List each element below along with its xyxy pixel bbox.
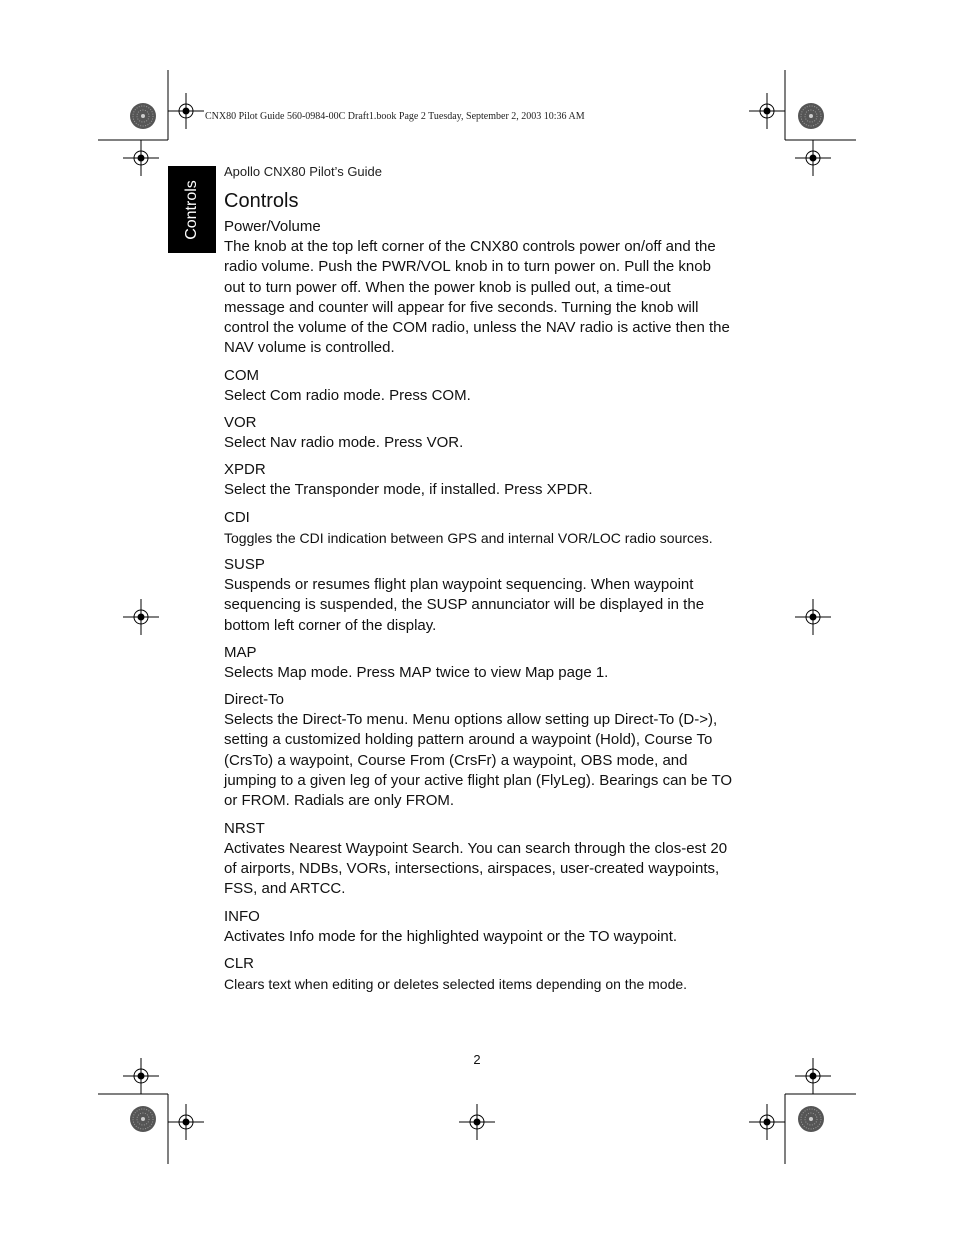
side-tab-label: Controls [183,179,200,240]
section-body: Activates Nearest Waypoint Search. You can search through the clos-est 20 of airports, NDBs, VORs, intersections, airspaces, user-created waypoints, FSS, and ARTCC. [224,839,728,898]
section-com [224,366,734,406]
section-heading: CDI [224,508,250,526]
section-heading: Power/Volume [224,218,321,235]
section-susp [224,555,734,636]
section-body: Clears text when editing or deletes selected items depending on the mode. [224,975,688,992]
section-heading: INFO [224,907,260,925]
section-heading: CLR [224,954,255,972]
key-label: XPDR [546,481,589,499]
section-clr [224,954,734,994]
section-info [224,907,734,947]
section-heading: MAP [224,643,257,661]
section-body: Select Nav radio mode. Press VOR. [224,434,464,452]
section-body: The knob at the top left corner of the CNX80 controls power on/off and the radio volume. Push the PWR/VOL knob in to turn power on. Pull the knob out to turn power off. When the power knob is pulled out, a time-out message and counter will appear for five seconds. Turning the knob will control the volume of the COM radio, unless the NAV radio is active then the NAV volume is controlled. [224,238,730,357]
section-heading: XPDR [224,461,266,479]
page-number: 2 [473,1052,481,1067]
key-label: VOR [426,434,460,452]
section-power-volume [224,217,734,359]
section-body: Select Com radio mode. Press COM. [224,386,471,404]
section-body: Activates Info mode for the highlighted waypoint or the TO waypoint. [224,927,678,945]
section-map [224,643,734,683]
section-nrst [224,819,734,900]
section-body: Selects the Direct-To menu. Menu options allow setting up Direct-To (D->), setting a customized holding pattern around a waypoint (Hold), Course To (CrsTo) a waypoint, Course From (CrsFr) a waypoint, OBS mode, and jumping to a given leg of your active flight plan (FlyLeg). Bearings can be TO or FROM. Radials are only FROM. [224,711,733,810]
section-xpdr [224,460,734,500]
key-label: COM [431,386,467,404]
section-direct-to [224,690,734,811]
section-heading: Direct-To [224,691,285,709]
section-body: Select the Transponder mode, if installed. Press XPDR. [224,481,593,499]
section-body: Selects Map mode. Press MAP twice to view Map page 1. [224,663,609,681]
section-cdi [224,508,734,548]
running-head: Apollo CNX80 Pilot’s Guide [224,164,383,179]
section-heading: SUSP [224,555,265,573]
key-label: PWR/VOL [381,258,451,276]
section-body: Suspends or resumes flight plan waypoint sequencing. When waypoint sequencing is suspended, the SUSP annunciator will be displayed in the bottom left corner of the display. [224,575,705,634]
key-label: MAP [399,663,432,681]
section-side-tab [168,166,216,253]
section-vor [224,413,734,453]
page-title: Controls [224,190,299,212]
section-heading: COM [224,366,259,384]
main-content [224,190,734,1001]
section-heading: NRST [224,819,265,837]
section-heading: VOR [224,414,257,432]
section-body: Toggles the CDI indication between GPS and internal VOR/LOC radio sources. [224,529,713,546]
print-header: CNX80 Pilot Guide 560-0984-00C Draft1.book Page 2 Tuesday, September 2, 2003 10:36 AM [205,111,585,122]
